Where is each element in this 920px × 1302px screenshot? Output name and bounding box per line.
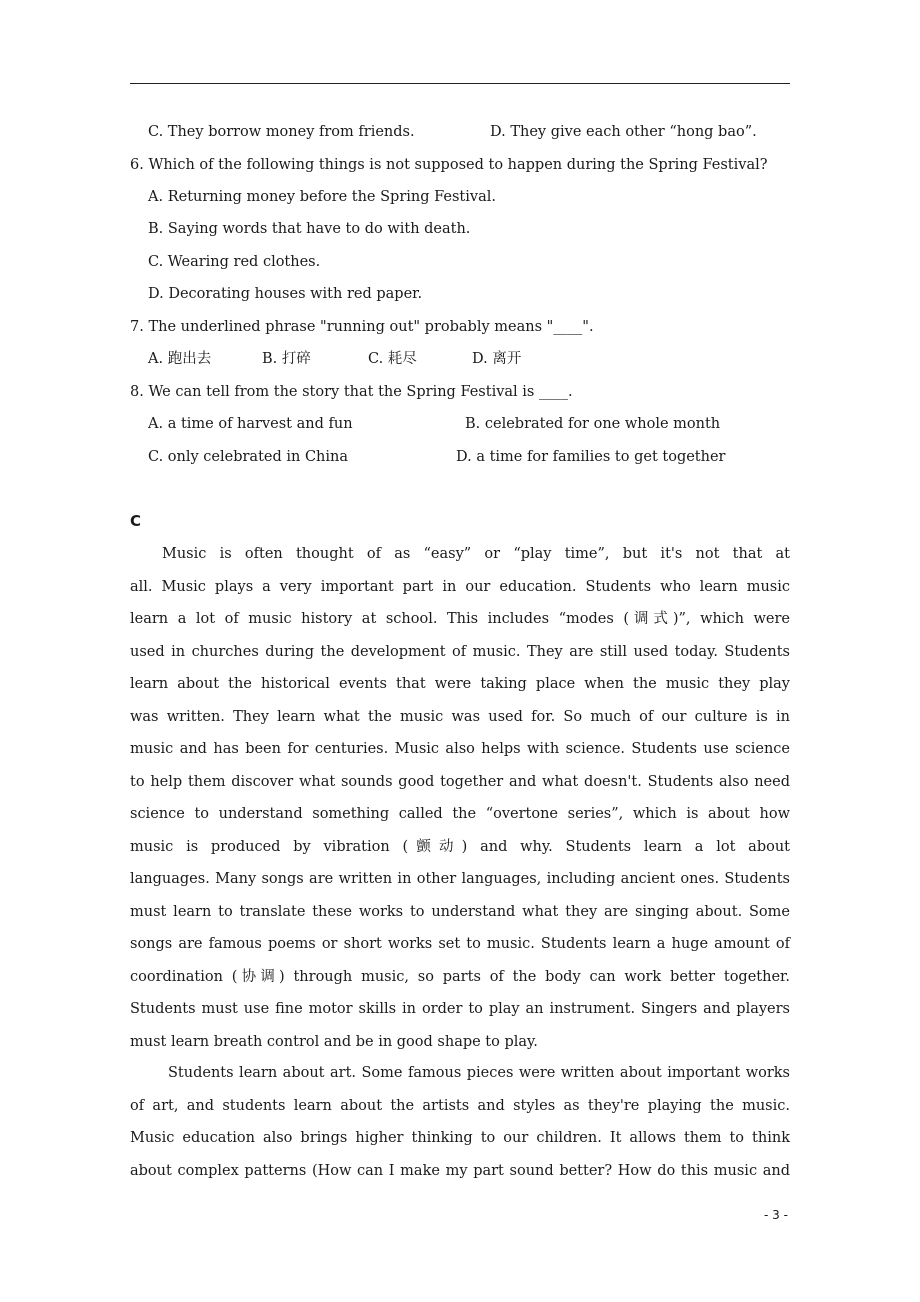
paragraph-line: Music is often thought of as “easy” or “play time”, but it's not that at — [162, 546, 790, 562]
paragraph-line: must learn breath control and be in good shape to play. — [130, 1033, 538, 1050]
q8-option-d: D. a time for families to get together — [456, 449, 726, 465]
paragraph-line: Music education also brings higher thinking to our children. It allows them to think — [130, 1130, 790, 1146]
paragraph-line: all. Music plays a very important part in our education. Students who learn music — [130, 578, 790, 595]
q5-option-c: C. They borrow money from friends. — [148, 124, 415, 140]
q5-option-d: D. They give each other “hong bao”. — [490, 124, 757, 140]
section-c-label: C — [130, 512, 142, 530]
q8-option-c: C. only celebrated in China — [148, 449, 349, 465]
q6-option-a: A. Returning money before the Spring Festival. — [148, 189, 496, 205]
paragraph-line: about complex patterns (How can I make my part sound better? How do this music and — [130, 1162, 790, 1179]
q7-option-d: D. 离开 — [472, 351, 522, 367]
header-rule — [130, 83, 790, 84]
paragraph-line: of art, and students learn about the artists and styles as they're playing the music. — [130, 1097, 790, 1114]
paragraph-line: learn a lot of music history at school. This includes “modes (调式)”, which were — [130, 611, 790, 627]
paragraph-line: was written. They learn what the music was used for. So much of our culture is in — [130, 708, 790, 725]
paragraph-line: Students must use fine motor skills in order to play an instrument. Singers and players — [130, 1001, 790, 1017]
q8-option-b: B. celebrated for one whole month — [465, 416, 721, 432]
q7-option-c: C. 耗尽 — [368, 351, 417, 367]
paragraph-line: Students learn about art. Some famous pieces were written about important works — [168, 1065, 790, 1081]
section-c-paragraph-2 — [130, 1063, 790, 1193]
paragraph-line: must learn to translate these works to understand what they are singing about. Some — [130, 903, 790, 920]
page-number: - 3 - — [764, 1208, 788, 1222]
q6-option-d: D. Decorating houses with red paper. — [148, 286, 423, 302]
q7-option-b: B. 打碎 — [262, 351, 311, 367]
paragraph-line: to help them discover what sounds good together and what doesn't. Students also need — [130, 773, 790, 790]
q6-option-c: C. Wearing red clothes. — [148, 254, 321, 270]
q6-stem: 6. Which of the following things is not supposed to happen during the Spring Festival? — [130, 157, 768, 173]
q7-stem: 7. The underlined phrase "running out" probably means "____". — [130, 319, 594, 335]
paragraph-line: learn about the historical events that were taking place when the music they play — [130, 676, 790, 692]
paragraph-line: coordination (协调) through music, so parts of the body can work better together. — [130, 968, 790, 985]
paragraph-line: languages. Many songs are written in other languages, including ancient ones. Students — [130, 871, 790, 887]
q8-option-a: A. a time of harvest and fun — [148, 416, 353, 432]
paragraph-line: songs are famous poems or short works set to music. Students learn a huge amount of — [130, 936, 790, 952]
q7-option-a: A. 跑出去 — [148, 351, 212, 367]
paragraph-line: science to understand something called the “overtone series”, which is about how — [130, 806, 790, 822]
paragraph-line: used in churches during the development of music. They are still used today. Students — [130, 643, 790, 660]
q6-option-b: B. Saying words that have to do with death. — [148, 221, 471, 237]
paragraph-line: music and has been for centuries. Music also helps with science. Students use science — [130, 741, 790, 757]
section-c-paragraph-1 — [130, 544, 790, 1064]
paragraph-line: music is produced by vibration (颤动) and why. Students learn a lot about — [130, 838, 790, 855]
q8-stem: 8. We can tell from the story that the Spring Festival is ____. — [130, 384, 573, 400]
